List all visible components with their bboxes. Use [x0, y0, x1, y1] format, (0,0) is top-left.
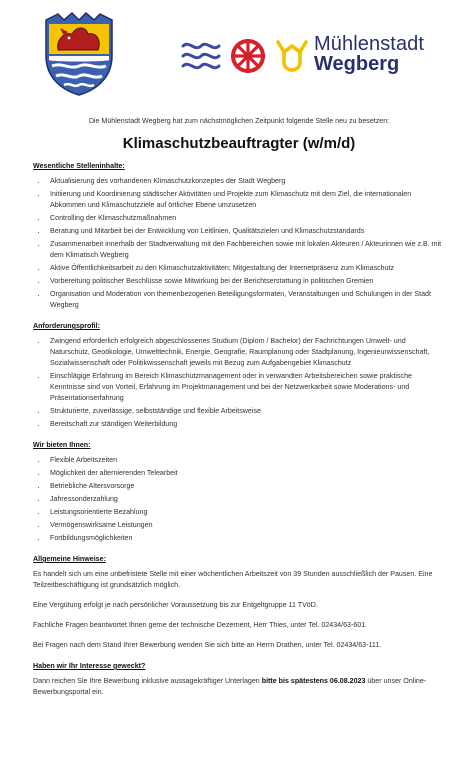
paragraph: Eine Vergütung erfolgt je nach persönlicher Voraussetzung bis zur Entgeltgruppe 11 TVöD.	[33, 601, 318, 609]
list-item: • Controlling der Klimaschutzmaßnahmen	[47, 213, 445, 224]
list-item: • Möglichkeit der alternierenden Telearbeit	[47, 468, 445, 479]
list-item: • Aktualisierung des vorhandenen Klimaschutzkonzeptes der Stadt Wegberg	[47, 176, 445, 187]
list-item: • Flexible Arbeitszeiten	[47, 455, 445, 466]
requirements-list	[33, 336, 445, 430]
list-item: • Strukturierte, zuverlässige, selbstständige und flexible Arbeitsweise	[47, 406, 445, 417]
paragraph: Fachliche Fragen beantwortet Ihnen gerne der technische Dezernent, Herr Thies, unter Tel. 02434/63-601.	[33, 621, 368, 629]
list-item: • Beratung und Mitarbeit bei der Entwicklung von Leitlinien, Qualitätszielen und Klimaschutzstandards	[47, 226, 445, 237]
list-item: • Betriebliche Altersvorsorge	[47, 481, 445, 492]
paragraph: Bei Fragen nach dem Stand Ihrer Bewerbung wenden Sie sich bitte an Herrn Drathen, unter Tel. 02434/63-111.	[33, 641, 382, 649]
section-heading: Haben wir Ihr Interesse geweckt?	[33, 662, 146, 670]
list-item: • Aktive Öffentlichkeitsarbeit zu den Klimaschutzaktivitäten; Mitgestaltung der Internetpräsenz zum Klimaschutz	[47, 263, 445, 274]
section-interest	[33, 661, 445, 698]
lion-head-icon	[278, 42, 306, 70]
brand-line1: Mühlenstadt	[314, 33, 425, 55]
brand-icons	[180, 34, 312, 78]
deadline-text: bitte bis spätestens 06.08.2023	[261, 677, 366, 685]
offers-list	[33, 455, 445, 544]
section-heading: Allgemeine Hinweise:	[33, 555, 106, 563]
intro-text: Die Mühlenstadt Wegberg hat zum nächstmöglichen Zeitpunkt folgende Stelle neu zu besetzen:	[88, 117, 390, 125]
list-item: • Vermögenswirksame Leistungen	[47, 520, 445, 531]
list-item: • Zwingend erforderlich erfolgreich abgeschlossenes Studium (Diplom / Bachelor) der Fachrichtungen Umwelt- und Naturschutz, Geoökologie, Umwelttechnik, Energie, Geografie, Raumplanung oder Stadtplanung, Ingenieurwissenschaft, Sozialwissenschaft oder Politikwissenschaft jeweils mit Bezug zum Aufgabengebiet Klimaschutz	[47, 336, 445, 369]
list-item: • Fortbildungsmöglichkeiten	[47, 533, 445, 544]
list-item: • Vorbereitung politischer Beschlüsse sowie Mitwirkung bei der Berichtserstattung in politischen Gremien	[47, 276, 445, 287]
section-heading: Wesentliche Stelleninhalte:	[33, 162, 125, 170]
text-before: Dann reichen Sie Ihre Bewerbung inklusive aussagekräftiger Unterlagen	[33, 677, 260, 685]
section-tasks	[33, 161, 445, 311]
coat-of-arms-logo	[42, 10, 116, 96]
job-posting	[33, 116, 445, 708]
header	[0, 0, 472, 100]
list-item: • Organisation und Moderation von themenbezogenen Beteiligungsformaten, Veranstaltungen und Schulungen in der Stadt Wegberg	[47, 289, 445, 311]
paragraph: Es handelt sich um eine unbefristete Stelle mit einer wöchentlichen Arbeitszeit von 39 Stunden ausschließlich der Pausen. Eine Teilzeitbeschäftigung ist grundsätzlich möglich.	[33, 570, 433, 589]
list-item: • Jahressonderzahlung	[47, 494, 445, 505]
section-heading: Anforderungsprofil:	[33, 322, 100, 330]
list-item: • Einschlägige Erfahrung im Bereich Klimaschutzmanagement oder in verwandten Arbeitsbereichen sowie praktische Kenntnisse sind von Vorteil, Erfahrung im Projektmanagement und bei der Netzwerkarbeit sowie Moderations- und Präsentationserfahrung	[47, 371, 445, 404]
application-paragraph	[33, 676, 445, 698]
brand-wordmark	[314, 34, 424, 74]
section-requirements	[33, 321, 445, 430]
city-brand	[180, 34, 460, 78]
task-list	[33, 176, 445, 311]
mill-wheel-icon	[231, 39, 265, 73]
list-item: • Zusammenarbeit innerhalb der Stadtverwaltung mit den Fachbereichen sowie mit lokalen Akteuren / Akteurinnen wie z.B. mit dem Klimatisch Wegberg	[47, 239, 445, 261]
list-item: • Leistungsorientierte Bezahlung	[47, 507, 445, 518]
list-item: • Bereitschaft zur ständigen Weiterbildung	[47, 419, 445, 430]
water-waves-icon	[183, 44, 219, 67]
job-title: Klimaschutzbeauftragter (w/m/d)	[122, 135, 356, 152]
text-after: über unser Online-Bewerbungsportal ein.	[33, 677, 427, 696]
section-general	[33, 554, 445, 651]
list-item: • Initiierung und Koordinierung städtischer Aktivitäten und Projekte zum Klimaschutz mit dem Ziel, die internationalen Abkommen und Klimaschutzziele auf örtlicher Ebene umzusetzen	[47, 189, 445, 211]
section-heading: Wir bieten Ihnen:	[33, 441, 91, 449]
section-offers	[33, 440, 445, 544]
brand-line2: Wegberg	[314, 53, 400, 75]
